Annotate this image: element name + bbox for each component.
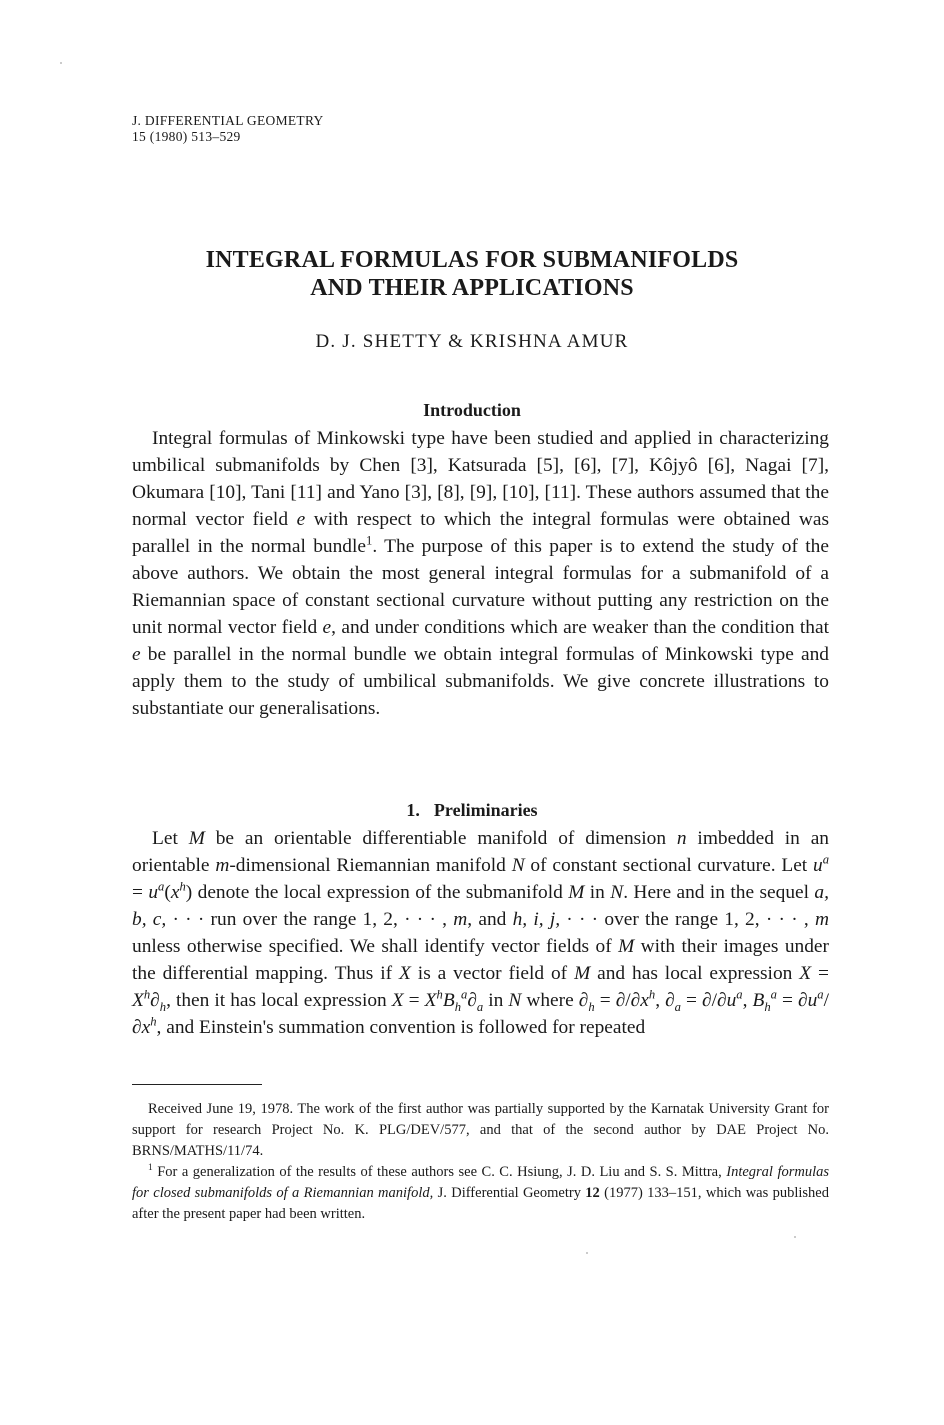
prelim-text: of constant sectional curvature. Let bbox=[524, 855, 813, 876]
ellipsis: · · · bbox=[560, 909, 605, 930]
paper-title bbox=[0, 246, 944, 302]
prelim-text: , bbox=[166, 990, 171, 1011]
preliminaries-paragraph bbox=[132, 825, 829, 1041]
prelim-text: Let bbox=[152, 828, 189, 849]
slash: / bbox=[711, 990, 717, 1011]
var-n: n bbox=[676, 828, 687, 849]
paper-authors: D. J. SHETTY & KRISHNA AMUR bbox=[315, 331, 629, 352]
index-a: a bbox=[817, 987, 824, 1002]
partial-symbol: ∂ bbox=[150, 990, 160, 1011]
var-x: x bbox=[170, 882, 180, 903]
footnote-1-text-3: (1977) 133–151, which was published after the present paper had been written. bbox=[132, 1185, 829, 1222]
var-x: x bbox=[141, 1017, 151, 1038]
footnotes bbox=[132, 1099, 829, 1225]
index-a: a bbox=[158, 879, 165, 894]
prelim-text: -dimensional Riemannian manifold bbox=[229, 855, 512, 876]
partial-symbol: ∂ bbox=[665, 990, 675, 1011]
var-m: m bbox=[814, 909, 829, 930]
var-M: M bbox=[618, 936, 635, 957]
var-u: u bbox=[807, 990, 818, 1011]
prelim-text: and bbox=[472, 909, 513, 930]
partial-symbol: ∂ bbox=[716, 990, 727, 1011]
scan-speck bbox=[586, 1252, 588, 1254]
var-u: u bbox=[813, 855, 823, 876]
var-X: X bbox=[391, 990, 404, 1011]
scan-speck bbox=[60, 62, 62, 64]
var-M: M bbox=[568, 882, 585, 903]
index-h: h bbox=[436, 987, 443, 1002]
footnote-1-volume: 12 bbox=[585, 1185, 600, 1201]
equals-sign: = bbox=[403, 990, 425, 1011]
prelim-text: with their images under the differential mapping. Thus if bbox=[132, 936, 829, 984]
prelim-text: be an orientable differentiable manifold of dimension bbox=[204, 828, 677, 849]
prelim-text: run over the range 1, 2, · · · , bbox=[210, 909, 454, 930]
index-a: a bbox=[461, 987, 468, 1002]
section-number: 1. bbox=[406, 800, 420, 820]
footnote-marker-1: 1 bbox=[366, 533, 373, 548]
ellipsis: · · · bbox=[166, 909, 211, 930]
prelim-text: where bbox=[521, 990, 579, 1011]
footnote-1-text-1: For a generalization of the results of these authors see C. C. Hsiung, J. D. Liu and S. S. Mittra, bbox=[152, 1164, 727, 1180]
intro-text-3: . The purpose of this paper is to extend the study of the above authors. We obtain the most general integral formulas for a submanifold of a Riemannian space of constant sectional curvature without putting any restriction on the unit normal vector field bbox=[132, 536, 829, 638]
partial-symbol: ∂ bbox=[615, 990, 626, 1011]
var-X: X bbox=[132, 990, 144, 1011]
journal-header bbox=[132, 113, 324, 145]
index-h: h bbox=[150, 1014, 157, 1029]
prelim-text: is a vector field of bbox=[410, 963, 575, 984]
prelim-text: , bbox=[655, 990, 666, 1011]
indices-abc: a, b, c, bbox=[132, 882, 829, 930]
footnote-1-title: Integral formulas for closed submanifolds of a Riemannian manifold, bbox=[132, 1164, 830, 1201]
var-e: e bbox=[296, 509, 306, 530]
partial-symbol: ∂ bbox=[467, 990, 477, 1011]
prelim-text: , bbox=[742, 990, 748, 1011]
equals-sign: = bbox=[776, 990, 798, 1011]
formula-partial-a bbox=[665, 987, 743, 1014]
var-e: e bbox=[132, 644, 141, 665]
slash: / bbox=[823, 990, 829, 1011]
var-X: X bbox=[399, 963, 411, 984]
prelim-text: over the range 1, 2, · · · , bbox=[604, 909, 815, 930]
partial-symbol: ∂ bbox=[132, 1017, 142, 1038]
journal-volume: 15 (1980) 513–529 bbox=[132, 129, 241, 144]
var-X: X bbox=[424, 990, 437, 1011]
index-a: a bbox=[822, 852, 830, 867]
intro-text-1: Integral formulas of Minkowski type have been studied and applied in characterizing umbilical submanifolds by Chen [3], Katsurada [5], [6], [7], Kôjyô [6], Nagai [7], Okumara [10], Tani [11] and Yano [3], [8], [9], [10], [11]. These authors assumed that the normal vector field bbox=[132, 428, 829, 530]
equals-sign: = bbox=[680, 990, 702, 1011]
prelim-text: . Here and in the sequel bbox=[623, 882, 815, 903]
prelim-text: imbedded in an orientable bbox=[132, 828, 829, 876]
partial-symbol: ∂ bbox=[798, 990, 808, 1011]
footnote-1 bbox=[132, 1162, 829, 1225]
var-B: B bbox=[442, 990, 455, 1011]
footnote-1-marker: 1 bbox=[148, 1163, 153, 1174]
paper-title-line-1: INTEGRAL FORMULAS FOR SUBMANIFOLDS bbox=[205, 247, 739, 273]
intro-text-4: , and under conditions which are weaker than the condition that bbox=[331, 617, 829, 638]
journal-name: J. DIFFERENTIAL GEOMETRY bbox=[132, 113, 324, 128]
partial-symbol: ∂ bbox=[630, 990, 641, 1011]
introduction-heading: Introduction bbox=[423, 400, 521, 420]
equals-sign: = bbox=[594, 990, 616, 1011]
var-X: X bbox=[799, 963, 812, 984]
index-a: a bbox=[736, 987, 743, 1002]
formula-u-a: $u^a = u^a(x^h)$ bbox=[132, 852, 830, 903]
index-h: h bbox=[454, 999, 461, 1014]
var-M: M bbox=[188, 828, 205, 849]
slash: / bbox=[625, 990, 631, 1011]
index-h: h bbox=[648, 987, 656, 1002]
prelim-text: then it has local expression bbox=[170, 990, 392, 1011]
formula-X-N bbox=[391, 987, 484, 1014]
indices-hij: h, i, j, bbox=[512, 909, 561, 930]
var-N: N bbox=[511, 855, 525, 876]
formula-partial-h bbox=[578, 987, 656, 1014]
intro-text-5: be parallel in the normal bundle we obtain integral formulas of Minkowski type and apply them to the study of umbilical submanifolds. We give concrete illustrations to substantiate our generalisations. bbox=[132, 644, 829, 719]
index-h: h bbox=[588, 999, 595, 1014]
var-m: m bbox=[215, 855, 230, 876]
scan-speck bbox=[794, 1236, 796, 1238]
var-u: u bbox=[148, 882, 159, 903]
introduction-paragraph bbox=[132, 425, 829, 722]
index-a: a bbox=[476, 999, 484, 1014]
index-h: h bbox=[143, 987, 151, 1002]
partial-symbol: ∂ bbox=[578, 990, 589, 1011]
index-a: a bbox=[674, 999, 681, 1014]
prelim-text: unless otherwise specified. We shall identify vector fields of bbox=[132, 936, 619, 957]
prelim-text: , and Einstein's summation convention is followed for repeated bbox=[156, 1017, 646, 1038]
prelim-text: in bbox=[589, 882, 611, 903]
prelim-text: in bbox=[483, 990, 509, 1011]
equals-sign: = bbox=[132, 882, 149, 903]
prelim-text: and has local expression bbox=[590, 963, 800, 984]
index-h: h bbox=[764, 999, 771, 1014]
footnote-received: Received June 19, 1978. The work of the first author was partially supported by the Karnatak University Grant for support for research Project No. K. PLG/DEV/577, and that of the second author by DAE Project No. BRNS/MATHS/11/74. bbox=[132, 1101, 829, 1159]
intro-text-2: with respect to which the integral formulas were obtained was parallel in the normal bundle bbox=[132, 509, 830, 557]
var-m: m bbox=[453, 909, 468, 930]
index-h: h bbox=[179, 879, 186, 894]
var-N: N bbox=[610, 882, 624, 903]
var-B: B bbox=[752, 990, 765, 1011]
var-e: e bbox=[322, 617, 332, 638]
partial-symbol: ∂ bbox=[702, 990, 712, 1011]
var-M: M bbox=[574, 963, 591, 984]
prelim-text: , bbox=[467, 909, 473, 930]
var-x: x bbox=[640, 990, 649, 1011]
index-h: h bbox=[159, 999, 167, 1014]
prelim-text: denote the local expression of the submanifold bbox=[192, 882, 569, 903]
preliminaries-heading bbox=[0, 800, 944, 821]
section-title: Preliminaries bbox=[433, 800, 538, 820]
footnote-rule bbox=[132, 1084, 262, 1085]
index-a: a bbox=[770, 987, 777, 1002]
footnote-1-text-2: J. Differential Geometry bbox=[433, 1185, 586, 1201]
var-u: u bbox=[726, 990, 737, 1011]
var-N: N bbox=[508, 990, 522, 1011]
paper-title-line-2: AND THEIR APPLICATIONS bbox=[310, 275, 634, 301]
equals-sign: = bbox=[811, 963, 829, 984]
